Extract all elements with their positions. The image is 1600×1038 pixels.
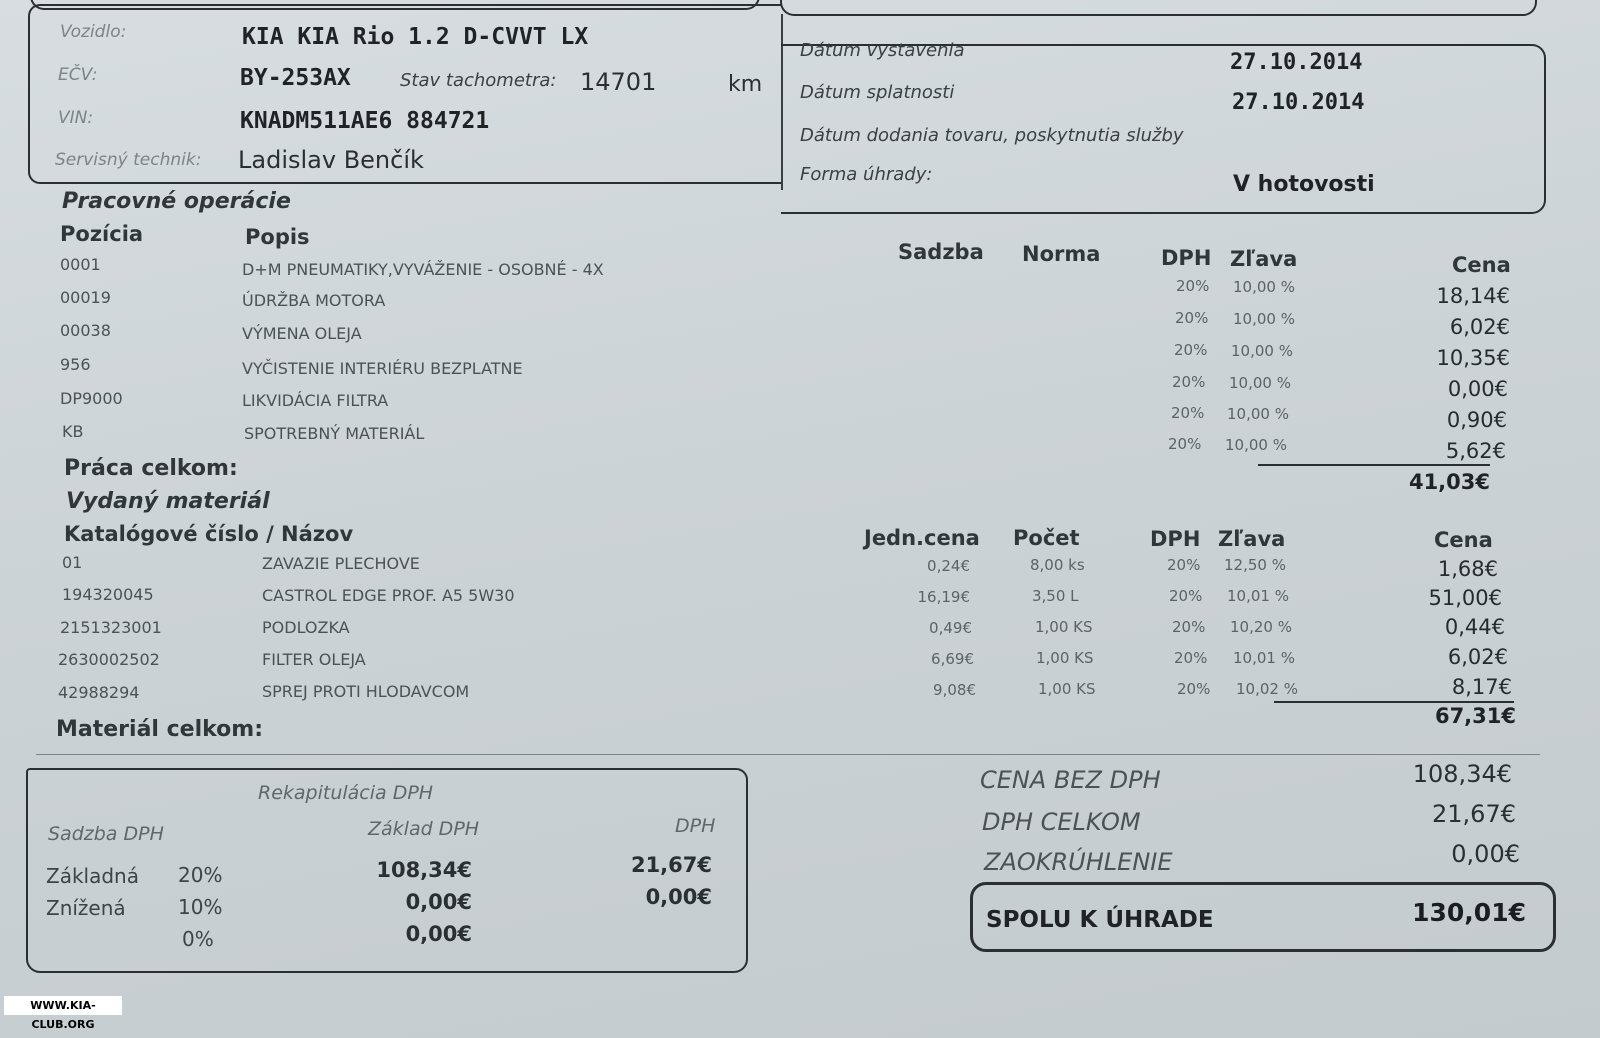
- material-zlava: 10,02 %: [1236, 680, 1298, 698]
- material-cislo: 2630002502: [58, 650, 160, 669]
- dph-celkom-value: 21,67€: [1432, 800, 1516, 828]
- material-total-rule: [1274, 701, 1514, 703]
- vozidlo-label: Vozidlo:: [60, 22, 127, 42]
- recap-dph: 0,00€: [645, 885, 712, 909]
- zaokruhlenie-value: 0,00€: [1451, 840, 1520, 868]
- recap-zaklad-label: Základ DPH: [368, 818, 480, 840]
- recap-title: Rekapitulácia DPH: [258, 782, 434, 804]
- work-dph: 20%: [1171, 404, 1205, 422]
- technik-label: Servisný technik:: [55, 150, 202, 170]
- material-nazov: FILTER OLEJA: [262, 650, 366, 669]
- splatnosti-value: 27.10.2014: [1232, 90, 1365, 115]
- work-zlava: 10,00 %: [1225, 436, 1287, 454]
- recap-rate: 20%: [178, 863, 223, 887]
- material-cena: 1,68€: [1437, 557, 1498, 581]
- material-header-katalog: Katalógové číslo / Názov: [64, 522, 354, 546]
- material-cislo: 42988294: [58, 683, 140, 702]
- dodania-label: Dátum dodania tovaru, poskytnutia služby: [800, 125, 1184, 146]
- tacho-label: Stav tachometra:: [400, 70, 557, 91]
- work-dph: 20%: [1175, 309, 1209, 327]
- material-cena: 51,00€: [1428, 586, 1502, 610]
- material-total-value: 67,31€: [1434, 704, 1516, 728]
- splatnosti-label: Dátum splatnosti: [800, 82, 955, 103]
- material-jedn-cena: 0,49€: [929, 619, 972, 637]
- recap-dph: 21,67€: [630, 853, 712, 877]
- work-cena: 18,14€: [1436, 284, 1510, 308]
- vin-label: VIN:: [58, 108, 94, 128]
- dph-celkom-label: DPH CELKOM: [982, 808, 1141, 836]
- work-header-sadzba: Sadzba: [898, 240, 984, 264]
- material-header-dph: DPH: [1150, 527, 1201, 551]
- recap-rate: 0%: [182, 927, 214, 951]
- material-dph: 20%: [1167, 556, 1201, 574]
- material-cena: 8,17€: [1451, 675, 1512, 699]
- work-zlava: 10,00 %: [1233, 278, 1295, 296]
- vozidlo-value: KIA KIA Rio 1.2 D-CVVT LX: [242, 24, 589, 50]
- recap-zaklad: 108,34€: [376, 858, 472, 882]
- material-pocet: 3,50 L: [1032, 587, 1079, 605]
- ecv-value: BY-253AX: [240, 65, 351, 91]
- uhrada-value: V hotovosti: [1233, 172, 1375, 197]
- recap-zaklad: 0,00€: [405, 890, 472, 914]
- material-cislo: 194320045: [62, 585, 154, 604]
- top-right-frame: [780, 0, 1537, 16]
- work-zlava: 10,00 %: [1229, 374, 1291, 392]
- material-header-jedn-cena: Jedn.cena: [864, 526, 980, 550]
- material-zlava: 10,01 %: [1233, 649, 1295, 667]
- zaokruhlenie-label: ZAOKRÚHLENIE: [984, 848, 1173, 876]
- material-dph: 20%: [1177, 680, 1211, 698]
- material-nazov: ZAVAZIE PLECHOVE: [262, 554, 420, 573]
- material-total-label: Materiál celkom:: [56, 717, 263, 742]
- work-pozicia: 0001: [60, 255, 101, 274]
- material-header-cena: Cena: [1434, 528, 1493, 552]
- tacho-value: 14701: [580, 68, 657, 96]
- material-pocet: 1,00 KS: [1036, 649, 1094, 667]
- uhrada-label: Forma úhrady:: [800, 164, 933, 185]
- section-divider: [36, 754, 1540, 755]
- work-popis: VYČISTENIE INTERIÉRU BEZPLATNE: [242, 359, 523, 378]
- work-cena: 10,35€: [1436, 346, 1510, 370]
- watermark-text: WWW.KIA-CLUB.ORG: [4, 996, 122, 1015]
- recap-name: Znížená: [46, 896, 126, 920]
- material-header-pocet: Počet: [1013, 526, 1080, 550]
- work-cena: 6,02€: [1449, 315, 1510, 339]
- work-header-norma: Norma: [1022, 242, 1101, 266]
- work-total-rule: [1258, 464, 1490, 466]
- vystavenia-value: 27.10.2014: [1230, 50, 1363, 75]
- spolu-k-uhrade-value: 130,01€: [1412, 898, 1526, 927]
- work-header-cena: Cena: [1452, 253, 1511, 277]
- work-total-value: 41,03€: [1408, 470, 1490, 494]
- work-dph: 20%: [1168, 435, 1202, 453]
- material-pocet: 8,00 ks: [1030, 556, 1085, 574]
- work-cena: 0,90€: [1446, 408, 1507, 432]
- spolu-k-uhrade-label: SPOLU K ÚHRADE: [986, 907, 1214, 933]
- work-dph: 20%: [1176, 277, 1210, 295]
- tacho-unit: km: [728, 72, 763, 97]
- material-dph: 20%: [1172, 618, 1206, 636]
- technik-value: Ladislav Benčík: [238, 146, 424, 174]
- work-cena: 5,62€: [1445, 439, 1506, 463]
- work-zlava: 10,00 %: [1227, 405, 1289, 423]
- work-pozicia: 00038: [60, 321, 111, 340]
- material-nazov: CASTROL EDGE PROF. A5 5W30: [262, 586, 515, 605]
- material-zlava: 12,50 %: [1224, 556, 1286, 574]
- recap-rate: 10%: [178, 895, 223, 919]
- work-header-dph: DPH: [1161, 246, 1212, 270]
- material-cena: 0,44€: [1444, 615, 1505, 639]
- work-zlava: 10,00 %: [1231, 342, 1293, 360]
- material-zlava: 10,01 %: [1227, 587, 1289, 605]
- ecv-label: EČV:: [58, 65, 98, 85]
- work-section-title: Pracovné operácie: [62, 189, 291, 214]
- material-cislo: 01: [62, 553, 83, 572]
- work-pozicia: 956: [60, 355, 91, 374]
- work-popis: LIKVIDÁCIA FILTRA: [242, 391, 389, 410]
- work-total-label: Práca celkom:: [64, 456, 238, 481]
- work-popis: D+M PNEUMATIKY,VYVÁŽENIE - OSOBNÉ - 4X: [242, 260, 604, 279]
- cena-bez-dph-value: 108,34€: [1412, 760, 1512, 788]
- material-pocet: 1,00 KS: [1038, 680, 1096, 698]
- material-jedn-cena: 0,24€: [927, 557, 970, 575]
- work-pozicia: 00019: [60, 288, 111, 307]
- work-header-popis: Popis: [245, 225, 310, 249]
- cena-bez-dph-label: CENA BEZ DPH: [980, 766, 1161, 794]
- vystavenia-label: Dátum vystavenia: [800, 40, 965, 61]
- work-pozicia: DP9000: [60, 389, 123, 408]
- work-dph: 20%: [1174, 341, 1208, 359]
- vin-value: KNADM511AE6 884721: [240, 108, 490, 134]
- work-cena: 0,00€: [1447, 377, 1508, 401]
- material-cislo: 2151323001: [60, 618, 162, 637]
- work-zlava: 10,00 %: [1233, 310, 1295, 328]
- recap-sadzba-label: Sadzba DPH: [48, 823, 164, 845]
- work-popis: VÝMENA OLEJA: [242, 324, 362, 343]
- work-popis: SPOTREBNÝ MATERIÁL: [244, 424, 425, 443]
- work-header-zlava: Zľava: [1230, 247, 1298, 271]
- recap-dph-label: DPH: [675, 815, 716, 837]
- material-nazov: SPREJ PROTI HLODAVCOM: [262, 682, 470, 701]
- work-popis: ÚDRŽBA MOTORA: [242, 291, 386, 310]
- work-dph: 20%: [1172, 373, 1206, 391]
- material-zlava: 10,20 %: [1230, 618, 1292, 636]
- material-header-zlava: Zľava: [1218, 527, 1286, 551]
- material-jedn-cena: 16,19€: [917, 588, 970, 606]
- material-jedn-cena: 9,08€: [933, 681, 976, 699]
- recap-zaklad: 0,00€: [405, 922, 472, 946]
- material-cena: 6,02€: [1447, 645, 1508, 669]
- work-header-pozicia: Pozícia: [60, 222, 144, 246]
- material-nazov: PODLOZKA: [262, 618, 350, 637]
- material-jedn-cena: 6,69€: [931, 650, 974, 668]
- recap-name: Základná: [46, 864, 139, 888]
- work-pozicia: KB: [62, 422, 84, 441]
- material-pocet: 1,00 KS: [1035, 618, 1093, 636]
- material-dph: 20%: [1174, 649, 1208, 667]
- material-dph: 20%: [1169, 587, 1203, 605]
- material-section-title: Vydaný materiál: [66, 489, 270, 514]
